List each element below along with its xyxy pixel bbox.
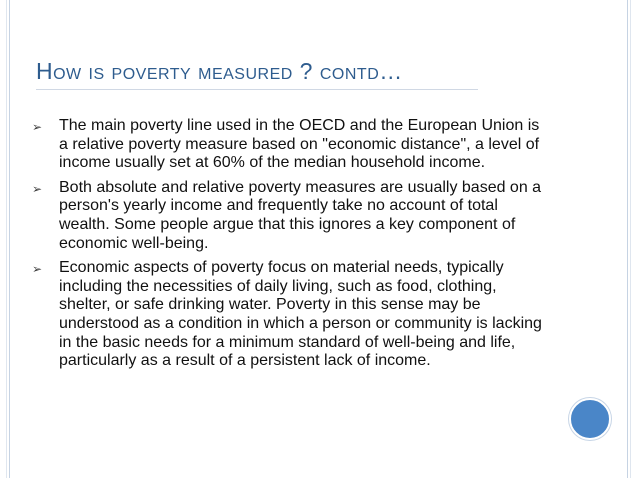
bullet-text: Both absolute and relative poverty measures are usually based on a person's yearly income and frequently take no account of total wealth. Some people argue that this ignores a key component of economic well-being. <box>59 178 542 252</box>
bullet-text: Economic aspects of poverty focus on material needs, typically including the necessities of daily living, such as food, clothing, shelter, or safe drinking water. Poverty in this sense may be understood as a condition in which a person or community is lacking in the basic needs for a minimum standard of well-being and life, particularly as a result of a persistent lack of income. <box>59 259 542 370</box>
slide-title: How is poverty measured ? contd… <box>36 58 403 84</box>
arrow-bullet-icon: ➢ <box>32 262 43 277</box>
frame-line-left <box>9 0 10 478</box>
bullet-item <box>32 117 552 173</box>
bullet-text: The main poverty line used in the OECD and the European Union is a relative poverty measure based on "economic distance", a level of income usually set at 60% of the median household income. <box>59 117 540 172</box>
frame-line-right <box>627 0 628 478</box>
bullet-list <box>32 117 552 377</box>
frame-line-left-outer <box>6 0 7 478</box>
arrow-bullet-icon: ➢ <box>32 181 43 196</box>
frame-line-right-outer <box>630 0 631 478</box>
decorative-circle-icon <box>569 398 611 440</box>
title-divider <box>36 89 478 90</box>
bullet-item <box>32 179 552 253</box>
arrow-bullet-icon: ➢ <box>32 120 43 134</box>
bullet-item <box>32 259 552 371</box>
